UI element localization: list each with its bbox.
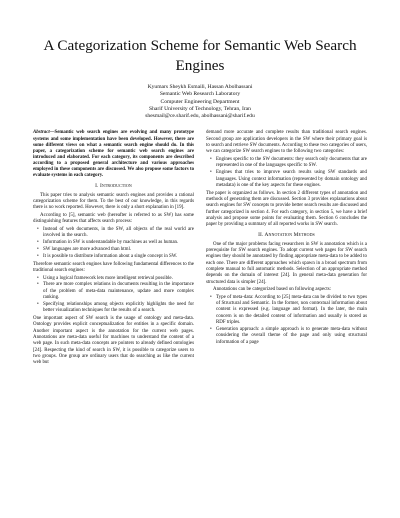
abstract xyxy=(33,130,194,179)
author-univ: Sharif University of Technology, Tehran, Iran xyxy=(149,105,251,112)
author-dept: Computer Engineering Department xyxy=(160,98,240,105)
abstract-text: —Semantic web search engines are evolving and many prototype systems and some implementation have been developed. However, there are some different views on what a semantic search engine should do. In this paper, a categorization scheme for semantic web search engines are introduced and elaborated. For each category, its components are described according to a proposed general architecture and various approaches employed in these components are discussed. We also propose some factors to evaluate systems in each category. xyxy=(33,130,194,179)
paragraph: According to [5], semantic web (hereafter is referred to as SW) has some distinguishing features that affects search process: xyxy=(33,212,194,225)
list-item: • Type of meta-data: According to [25] meta-data can be divided to two types of Structural and Semantic. In the former, non contextual information about content is expressed (e.g. language and format). In the later, the main concern is on the detailed content of information and usually is stored as RDF triples. xyxy=(216,295,367,326)
paragraph: This paper tries to analysis semantic search engines and provides a rational categorization scheme for them. To the best of our knowledge, in this regards there is no work reported. However, there is only a short explanation in [19]. xyxy=(33,192,194,211)
author-email: shesmail@ce.sharif.edu, abolhassani@sharif.edu xyxy=(145,113,255,120)
bullet-list xyxy=(33,227,194,260)
author-block xyxy=(33,84,367,120)
paragraph: Annotations can be categorized based on following aspects: xyxy=(213,287,332,293)
abstract-lead: Abstract xyxy=(33,130,50,136)
author-lab: Semantic Web Research Laboratory xyxy=(159,91,241,98)
section-heading-annotation: II. Annotation Methods xyxy=(258,232,315,239)
section-heading-introduction: I. Introduction xyxy=(95,183,132,190)
list-item: • There are more complex relations in documents resulting in the importance of the problem of meta-data maintenance, update and more complex ranking. xyxy=(43,282,194,301)
list-item: • Generation approach: a simple approach is to generate meta-data without considering the overall theme of the page and only using structural information of a page xyxy=(216,327,367,346)
list-item: • Engines specific to the SW documents: they search only documents that are represented in one of the languages specific to SW. xyxy=(216,157,367,170)
left-column xyxy=(33,130,194,367)
bullet-list xyxy=(33,276,194,315)
paragraph: The paper is organized as follows. In section 2 different types of annotation and methods of generating them are discussed. Section 3 provides explanations about search engines for SW concepts to provide better search results are discussed and further categorized in section 4. For each category, in section 5, we have a brief analysis and propose some points for evaluating them. Section 6 concludes the paper by providing a summary of all reported works in SW search. xyxy=(206,190,367,228)
list-item: • Using a logical framework lets more intelligent retrieval possible. xyxy=(43,276,194,282)
right-column xyxy=(206,130,367,367)
body-columns xyxy=(33,130,367,367)
list-item: • Information in SW is understandable by machines as well as human. xyxy=(43,240,194,246)
paragraph: demand more accurate and complete results than traditional search engines. Second group are application developers in the SW where their primary goal is to search and retrieve SW documents. According to these two categories of users, we can categorize SW search engines to the following two categories: xyxy=(206,130,367,155)
bullet-list xyxy=(206,157,367,189)
paragraph: One of the major problems facing researchers in SW is annotation which is a prerequisite for SW search engines. To adopt current web pages for SW search engines they should be annotated by finding appropriate meta-data to be added to each one. There are different approaches which spawn in a broad spectrum from complete manual to full automatic methods. Selection of an appropriate method depends on the domain of interest [24]. In general meta-data generation for structured data is simpler [24]. xyxy=(206,241,367,285)
paragraph: Therefore semantic search engines have following fundamental differences to the traditional search engines: xyxy=(33,261,194,273)
author-names: Kyumars Sheykh Esmaili, Hassan Abolhassani xyxy=(147,84,253,90)
list-item: • SW languages are more advanced than html. xyxy=(43,247,194,253)
list-item: • Engines that tries to improve search results using SW standards and languages. Using context information (represented by domain ontology and metadata) is one of the key aspects for these engines. xyxy=(216,170,367,189)
paper-title: A Categorization Scheme for Semantic Web Search Engines xyxy=(43,37,357,74)
list-item: • Specifying relationships among objects explicitly highlights the need for better visualization techniques for the results of a search. xyxy=(43,302,194,315)
list-item: • It is possible to distribute information about a single concept in SW. xyxy=(43,254,194,260)
paragraph: One important aspect of SW search is the usage of ontology and meta-data. Ontology provides explicit conceptualization for entities in a specific domain. Another important aspect is the annotation for the current web pages. Annotations are meta-data useful for machines to understand the content of a web page. In such meta-data concepts are pointers to already defined ontologies [24]. Respecting the kind of search in SW, it is possible to categorize users to two groups. One group are ordinary users that do searching as like the current web but xyxy=(33,316,194,366)
bullet-list xyxy=(206,295,367,346)
list-item: • Instead of web documents, in the SW, all objects of the real world are involved in the search. xyxy=(43,227,194,240)
